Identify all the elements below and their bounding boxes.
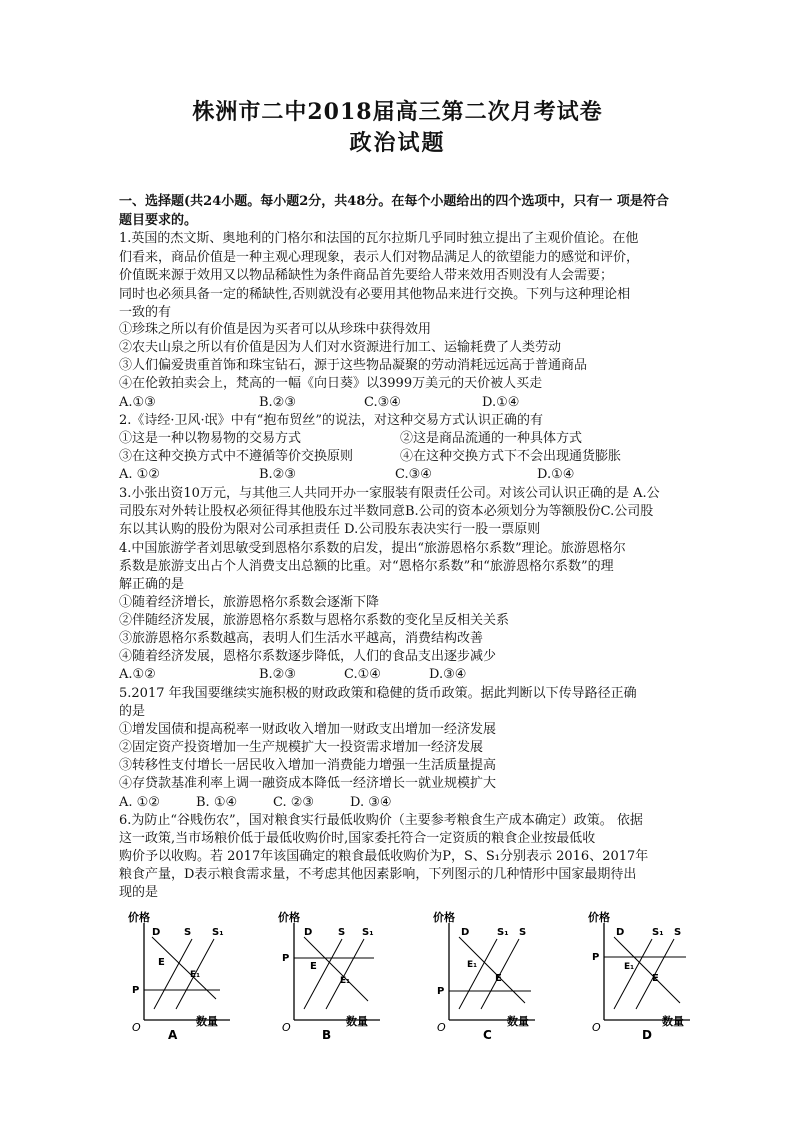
supply-curve-1 [459, 939, 497, 1009]
statement: ②伴随经济发展，旅游恩格尔系数与恩格尔系数的变化呈反相关关系 [119, 613, 510, 628]
statement: ③旅游恩格尔系数越高，表明人们生活水平越高，消费结构改善 [119, 631, 484, 646]
option-b: B. ①④ [196, 795, 238, 810]
question-text: 同时也必须具备一定的稀缺性,否则就没有必要用其他物品来进行交换。下列与这种理论相 [119, 287, 631, 302]
price-label: P [592, 952, 600, 963]
graph-b [278, 910, 380, 1042]
statement: ①珍珠之所以有价值是因为买者可以从珍珠中获得效用 [119, 322, 432, 337]
curve-label: D [461, 927, 470, 938]
graph-c [433, 910, 535, 1042]
statement: ④在这种交换方式下不会出现通货膨胀 [400, 449, 622, 464]
option-c: C.③④ [364, 395, 401, 410]
y-axis-label: 价格 [433, 911, 455, 924]
point-label: E [310, 961, 317, 972]
price-label: P [132, 985, 140, 996]
point-label: E₁ [467, 960, 478, 970]
statement: ②这是商品流通的一种具体方式 [400, 431, 583, 446]
curve-label: S₁ [497, 927, 509, 938]
curve-label: S [184, 927, 192, 938]
page-subtitle: 政治试题 [349, 130, 446, 156]
graph-d [588, 910, 690, 1042]
statement: ④随着经济发展，恩格尔系数逐步降低，人们的食品支出逐步减少 [119, 649, 497, 664]
question-text: 一致的有 [119, 305, 172, 320]
curve-label: S [338, 927, 346, 938]
option-b: B.②③ [259, 395, 296, 410]
question-3: 3.小张出资10万元，与其他三人共同开办一家服装有限责任公司。对该公司认识正确的是 A.公 [119, 486, 660, 501]
option-a: A. ①② [119, 467, 160, 482]
option-a: A.①② [119, 667, 156, 682]
curve-label: D [152, 927, 161, 938]
question-4: 4.中国旅游学者刘思敏受到恩格尔系数的启发，提出“旅游恩格尔系数”理论。旅游恩格尔 [119, 541, 626, 556]
statement: ②固定资产投资增加一生产规模扩大一投资需求增加一经济发展 [119, 740, 484, 755]
supply-curve-1 [326, 939, 364, 1009]
price-label: P [282, 953, 290, 964]
statement: ①随着经济增长，旅游恩格尔系数会逐渐下降 [119, 595, 380, 610]
option-b: B.②③ [259, 667, 296, 682]
point-label: E₁ [190, 970, 201, 980]
section-instruction: 一、选择题(共24小题。每小题2分，共48分。在每个小题给出的四个选项中，只有一 项是符合 [119, 194, 669, 209]
statement: ③转移性支付增长一居民收入增加一消费能力增强一生活质量提高 [119, 758, 497, 773]
option-a: A.①③ [119, 395, 156, 410]
point-label: E₁ [340, 976, 351, 986]
x-axis-label: 数量 [196, 1015, 218, 1028]
x-axis-label: 数量 [507, 1015, 529, 1028]
graph-letter: A [168, 1028, 178, 1042]
statement: ④在伦敦拍卖会上，梵高的一幅《向日葵》以3999万美元的天价被人买走 [119, 376, 543, 391]
option-d: D. ③④ [350, 795, 392, 810]
question-2: 2.《诗经·卫风·氓》中有“抱布贸丝”的说法，对这种交易方式认识正确的有 [119, 413, 543, 428]
statement: ①这是一种以物易物的交易方式 [119, 431, 302, 446]
graph-letter: C [483, 1028, 492, 1042]
origin-label: O [592, 1021, 601, 1034]
option-c: C.①④ [344, 667, 381, 682]
point-label: E₁ [624, 962, 635, 972]
question-text: 司股东对外转让股权必须征得其他股东过半数同意B.公司的资本必须划分为等额股份C.公司股 [119, 504, 654, 519]
statement: ④存贷款基准利率上调一融资成本降低一经济增长一就业规模扩大 [119, 776, 497, 791]
curve-label: S₁ [362, 927, 374, 938]
question-5: 5.2017 年我国要继续实施积极的财政政策和稳健的货币政策。据此判断以下传导路径正确 [119, 686, 637, 701]
question-text: 这一政策,当市场粮价低于最低收购价时,国家委托符合一定资质的粮食企业按最低收 [119, 831, 596, 846]
question-text: 们看来，商品价值是一种主观心理现象，表示人们对物品满足人的欲望能力的感觉和评价， [119, 250, 640, 265]
option-b: B.②③ [259, 467, 296, 482]
origin-label: O [282, 1021, 291, 1034]
x-axis-label: 数量 [346, 1015, 368, 1028]
origin-label: O [437, 1021, 446, 1034]
curve-label: S₁ [212, 927, 224, 938]
graph-letter: B [322, 1028, 332, 1042]
curve-label: S [674, 927, 682, 938]
option-d: D.①④ [537, 467, 575, 482]
graph-letter: D [642, 1028, 652, 1042]
option-d: D.③④ [429, 667, 467, 682]
statement: ③人们偏爱贵重首饰和珠宝钻石，源于这些物品凝聚的劳动消耗远远高于普通商品 [119, 358, 588, 373]
page-title: 株洲市二中2018届高三第二次月考试卷 [192, 99, 603, 125]
question-text: 系数是旅游支出占个人消费支出总额的比重。对“恩格尔系数”和“旅游恩格尔系数”的理 [119, 559, 614, 574]
option-d: D.①④ [482, 395, 520, 410]
price-label: P [437, 986, 445, 997]
curve-label: S [519, 927, 527, 938]
question-text: 解正确的是 [119, 577, 185, 592]
statement: ③在这种交换方式中不遵循等价交换原则 [119, 449, 354, 464]
question-1: 1.英国的杰文斯、奥地利的门格尔和法国的瓦尔拉斯几乎同时独立提出了主观价值论。在他 [119, 231, 639, 246]
statement: ②农夫山泉之所以有价值是因为人们对水资源进行加工、运输耗费了人类劳动 [119, 340, 562, 355]
question-text: 现的是 [119, 885, 159, 900]
option-c: C. ②③ [273, 795, 315, 810]
option-a: A. ①② [119, 795, 160, 810]
statement: ①增发国债和提高税率一财政收入增加一财政支出增加一经济发展 [119, 722, 497, 737]
question-text: 的是 [119, 704, 146, 719]
y-axis-label: 价格 [588, 911, 610, 924]
supply-curve [154, 939, 192, 1009]
question-text: 东以其认购的股份为限对公司承担责任 D.公司股东表决实行一股一票原则 [119, 522, 541, 537]
origin-label: O [132, 1021, 141, 1034]
y-axis-label: 价格 [278, 911, 300, 924]
question-6: 6.为防止“谷贱伤农”，国对粮食实行最低收购价（主要参考粮食生产成本确定）政策。 依据 [119, 813, 643, 828]
question-text: 购价予以收购。若 2017年该国确定的粮食最低收购价为P，S、S₁分别表示 2016、2017年 [119, 849, 649, 864]
graphs-svg [0, 905, 795, 1045]
section-instruction: 题目要求的。 [119, 213, 198, 228]
question-text: 价值既来源于效用又以物品稀缺性为条件商品首先要给人带来效用否则没有人会需要； [119, 268, 614, 283]
supply-curve [304, 939, 342, 1009]
graph-a [128, 910, 230, 1042]
question-text: 粮食产量，D表示粮食需求量，不考虑其他因素影响，下列图示的几种情形中国家最期待出 [119, 867, 637, 882]
point-label: E [158, 957, 165, 968]
point-label: E [495, 973, 502, 984]
curve-label: D [304, 927, 313, 938]
curve-label: D [616, 927, 625, 938]
curve-label: S₁ [652, 927, 664, 938]
y-axis-label: 价格 [128, 911, 150, 924]
option-c: C.③④ [395, 467, 432, 482]
supply-demand-graphs [0, 905, 795, 1045]
point-label: E [652, 973, 659, 984]
x-axis-label: 数量 [662, 1015, 684, 1028]
supply-curve-1 [614, 939, 652, 1009]
